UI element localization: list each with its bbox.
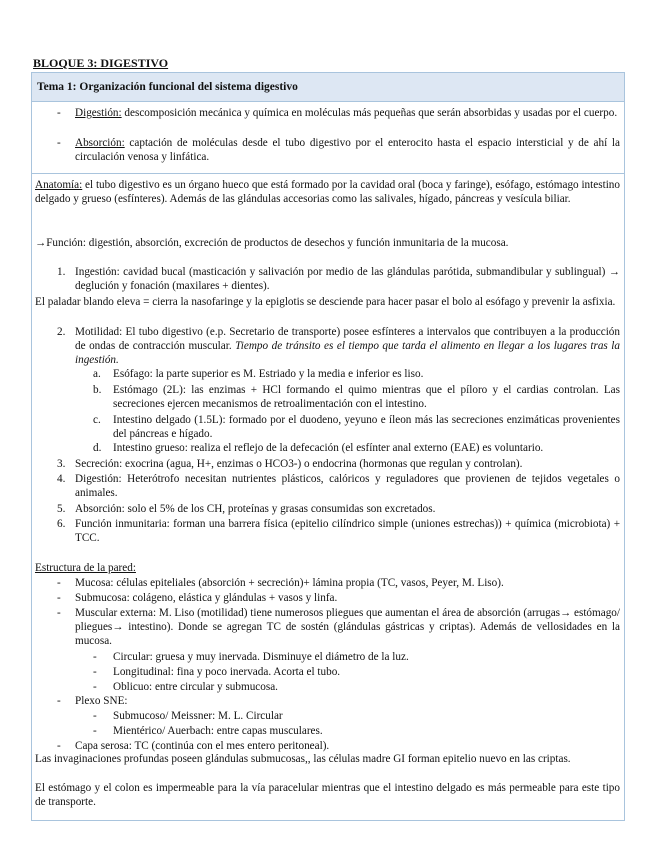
list-bullet: - <box>93 681 97 693</box>
plexus-submucosal: Submucoso/ Meissner: M. L. Circular <box>113 710 283 722</box>
list-number: 4. <box>57 473 66 485</box>
anatomy-paragraph <box>35 178 620 206</box>
anatomy-text: el tubo digestivo es un órgano hueco que está formado por la cavidad oral (boca y faringe), esófago, estómago intestino delgado y grueso (esfínteres). Además de las glándulas accesorias como las salivales, hígado, páncreas y vesícula biliar. <box>35 179 620 205</box>
document-title: BLOQUE 3: DIGESTIVO <box>33 56 169 70</box>
plexus-myenteric: Mientérico/ Auerbach: entre capas musculares. <box>113 725 323 737</box>
enteric-plexus: Plexo SNE: <box>75 695 128 707</box>
motility-stomach: Estómago (2L): las enzimas + HCl formando el quimo mientras que el píloro y el cardias controlan. Las secreciones ejercen mecanismos de retroalimentación con el intestino. <box>113 384 620 410</box>
list-bullet: - <box>93 725 97 737</box>
layer-submucosa: Submucosa: colágeno, elástica y glándulas + vasos y linfa. <box>75 592 338 604</box>
definition-absorption <box>75 136 620 164</box>
muscle-circular: Circular: gruesa y muy inervada. Disminuye el diámetro de la luz. <box>113 651 409 663</box>
list-number: 3. <box>57 458 66 470</box>
muscle-oblique: Oblicuo: entre circular y submucosa. <box>113 681 278 693</box>
wall-structure-title: Estructura de la pared: <box>35 562 136 574</box>
invaginations-note: Las invaginaciones profundas poseen glándulas submucosas,, las células madre GI forman epitelio nuevo en las criptas. <box>35 753 571 765</box>
list-number: 2. <box>57 326 66 338</box>
list-bullet: - <box>57 107 61 119</box>
list-bullet: - <box>57 695 61 707</box>
function-immune: Función inmunitaria: forman una barrera física (epitelio cilíndrico simple (uniones estrechas)) + química (microbiota) + TCC. <box>75 518 620 544</box>
term-digestion: Digestión: <box>75 107 122 119</box>
function-digestion: Digestión: Heterótrofo necesitan nutrientes plásticos, calóricos y reguladores que provienen de tejidos vegetales o animales. <box>75 473 620 499</box>
list-bullet: - <box>93 710 97 722</box>
term-anatomy: Anatomía: <box>35 179 83 191</box>
transit-time-note: Tiempo de tránsito es el tiempo que tarda el alimento en llegar a los lugares tras la ingestión. <box>75 340 620 366</box>
definition-digestion-text: descomposición mecánica y química en moléculas más pequeñas que serán absorbidas y usadas por el cuerpo. <box>121 107 618 119</box>
list-number: 5. <box>57 503 66 515</box>
topic-header <box>31 72 625 102</box>
sub-letter: d. <box>93 442 102 454</box>
definition-absorption-text: captación de moléculas desde el tubo digestivo por el enterocito hasta el espacio intersticial y de ahí la circulación venosa y linfática. <box>75 137 620 163</box>
soft-palate-note: El paladar blando eleva = cierra la nasofaringe y la epiglotis se desciende para hacer pasar el bolo al esófago y prevenir la asfixia. <box>35 296 616 308</box>
function-absorption: Absorción: solo el 5% de los CH, proteínas y grasas consumidas son excretados. <box>75 503 436 515</box>
list-bullet: - <box>93 651 97 663</box>
list-bullet: - <box>57 577 61 589</box>
function-ingestion: Ingestión: cavidad bucal (masticación y salivación por medio de las glándulas parótida, submandibular y sublingual) → deglución y fonación (maxilares + dientes). <box>75 266 620 292</box>
list-bullet: - <box>93 666 97 678</box>
function-motility <box>75 325 620 367</box>
layer-muscularis: Muscular externa: M. Liso (motilidad) tiene numerosos pliegues que aumentan el área de absorción (arrugas→ estómago/ pliegues→ intestino). Donde se agregan TC de sostén (glándulas gástricas y criptas). Además de vellosidades en la mucosa. <box>75 607 620 647</box>
list-bullet: - <box>57 607 61 619</box>
function-line: →Función: digestión, absorción, excreción de productos de desechos y función inmunitaria de la mucosa. <box>35 237 509 249</box>
definition-digestion <box>75 106 620 120</box>
motility-esophagus: Esófago: la parte superior es M. Estriado y la media e inferior es liso. <box>113 368 424 380</box>
motility-text: Motilidad: El tubo digestivo (e.p. Secretario de transporte) posee esfínteres a intervalos que contribuyen a la producción de ondas de contracción muscular. <box>75 326 620 352</box>
list-number: 1. <box>57 266 66 278</box>
layer-serosa: Capa serosa: TC (continúa con el mes entero peritoneal). <box>75 740 330 752</box>
list-bullet: - <box>57 592 61 604</box>
sub-letter: c. <box>93 414 101 426</box>
term-absorption: Absorción: <box>75 137 125 149</box>
function-secretion: Secreción: exocrina (agua, H+, enzimas o HCO3-) o endocrina (hormonas que regulan y controlan). <box>75 458 523 470</box>
list-bullet: - <box>57 740 61 752</box>
sub-letter: a. <box>93 368 101 380</box>
list-bullet: - <box>57 137 61 149</box>
topic-title: Tema 1: Organización funcional del sistema digestivo <box>37 81 298 93</box>
permeability-note: El estómago y el colon es impermeable para la vía paracelular mientras que el intestino delgado es más permeable para este tipo de transporte. <box>35 782 620 808</box>
motility-small-intestine: Intestino delgado (1.5L): formado por el duodeno, yeyuno e íleon más las secreciones enzimáticas provenientes del páncreas e hígado. <box>113 414 620 440</box>
sub-letter: b. <box>93 384 102 396</box>
list-number: 6. <box>57 518 66 530</box>
muscle-longitudinal: Longitudinal: fina y poco inervada. Acorta el tubo. <box>113 666 341 678</box>
motility-large-intestine: Intestino grueso: realiza el reflejo de la defecación (el esfínter anal externo (EAE) es voluntario. <box>113 442 544 454</box>
layer-mucosa: Mucosa: células epiteliales (absorción + secreción)+ lámina propia (TC, vasos, Peyer, M. Liso). <box>75 577 504 589</box>
